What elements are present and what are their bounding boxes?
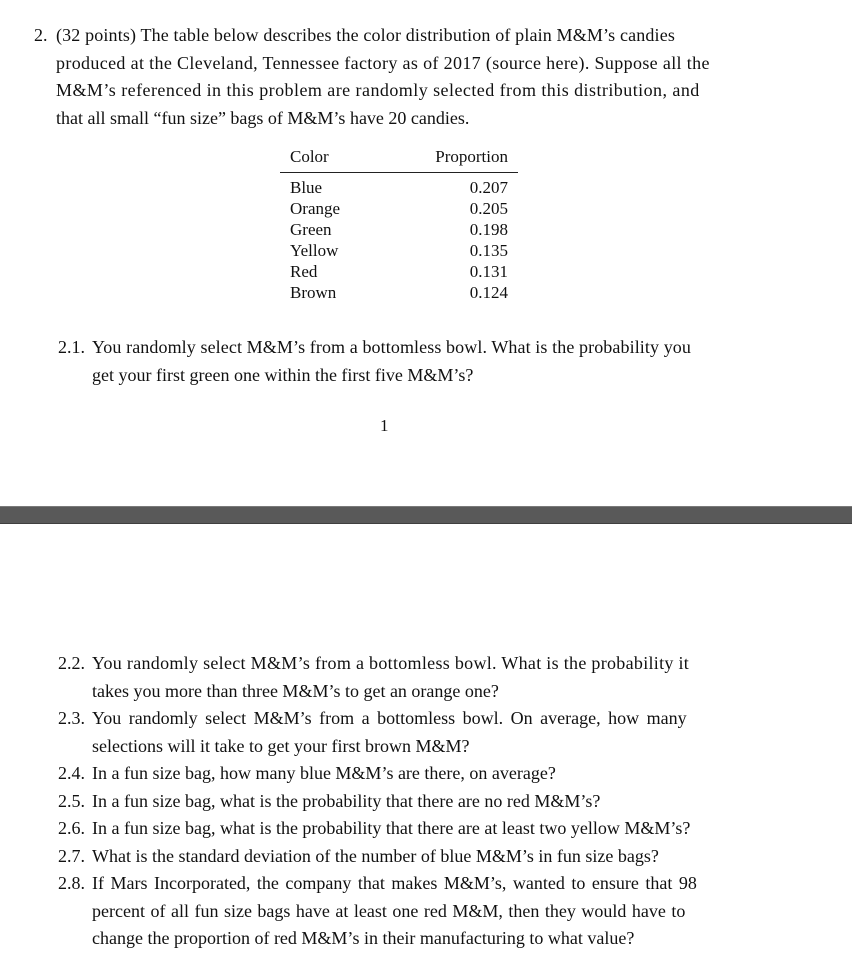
cell-proportion: 0.207 [469,178,508,197]
question-line: percent of all fun size bags have at least one red M&M, then they would have to [92,900,686,921]
question-2-6 [58,815,740,843]
question-number: 2.7. [58,846,85,866]
table-row [280,173,518,199]
cell-color: Orange [290,199,341,218]
cell-color: Blue [290,178,323,197]
question-number: 2.8. [58,873,85,893]
table-row [280,282,518,303]
header-color: Color [290,147,329,166]
cell-proportion: 0.205 [469,199,508,218]
question-number: 2.5. [58,791,85,811]
cell-proportion: 0.198 [469,220,508,239]
intro-line: (32 points) The table below describes the color distribution of plain M&M’s candies [56,25,676,45]
question-2-5 [58,788,740,816]
question-line: change the proportion of red M&M’s in their manufacturing to what value? [92,928,635,948]
table-row [280,240,518,261]
question-2-2 [58,650,740,705]
page-number: 1 [380,416,389,435]
question-number: 2.2. [58,653,85,673]
intro-line: produced at the Cleveland, Tennessee factory as of 2017 (source here). Suppose all the [56,52,710,73]
table-header-row [280,144,518,173]
table-row [280,219,518,240]
question-line: You randomly select M&M’s from a bottomless bowl. On average, how many [92,708,687,728]
question-2-1 [58,334,740,389]
question-line: You randomly select M&M’s from a bottomless bowl. What is the probability it [92,653,690,673]
question-2-4 [58,760,740,788]
question-number: 2.3. [58,708,85,728]
intro-line: that all small “fun size” bags of M&M’s have 20 candies. [56,107,470,128]
question-line: If Mars Incorporated, the company that makes M&M’s, wanted to ensure that 98 [92,873,697,893]
question-2-8 [58,870,740,953]
question-line: You randomly select M&M’s from a bottomless bowl. What is the probability you [92,337,691,357]
cell-color: Brown [290,283,337,302]
cell-proportion: 0.124 [469,283,508,302]
page-separator [0,506,852,524]
table-row [280,198,518,219]
question-number: 2.1. [58,337,85,357]
cell-proportion: 0.131 [469,262,508,281]
cell-color: Yellow [290,241,339,260]
cell-color: Red [290,262,318,281]
question-number: 2.6. [58,818,85,838]
problem-number: 2. [34,25,48,45]
question-line: selections will it take to get your first brown M&M? [92,735,470,756]
question-line: takes you more than three M&M’s to get an orange one? [92,680,499,701]
problem-intro [34,22,740,132]
cell-color: Green [290,220,332,239]
color-distribution-table [280,144,518,303]
question-line: get your first green one within the first five M&M’s? [92,364,474,385]
page-2 [0,524,852,958]
question-2-3 [58,705,740,760]
question-2-7 [58,843,740,871]
question-number: 2.4. [58,763,85,783]
cell-proportion: 0.135 [469,241,508,260]
question-line: In a fun size bag, what is the probability that there are no red M&M’s? [92,791,601,811]
question-line: In a fun size bag, how many blue M&M’s are there, on average? [92,763,556,783]
header-proportion: Proportion [435,147,508,166]
intro-line: M&M’s referenced in this problem are randomly selected from this distribution, and [56,80,700,100]
question-line: In a fun size bag, what is the probability that there are at least two yellow M&M’s? [92,818,691,838]
table-row [280,261,518,282]
question-line: What is the standard deviation of the number of blue M&M’s in fun size bags? [92,846,659,866]
